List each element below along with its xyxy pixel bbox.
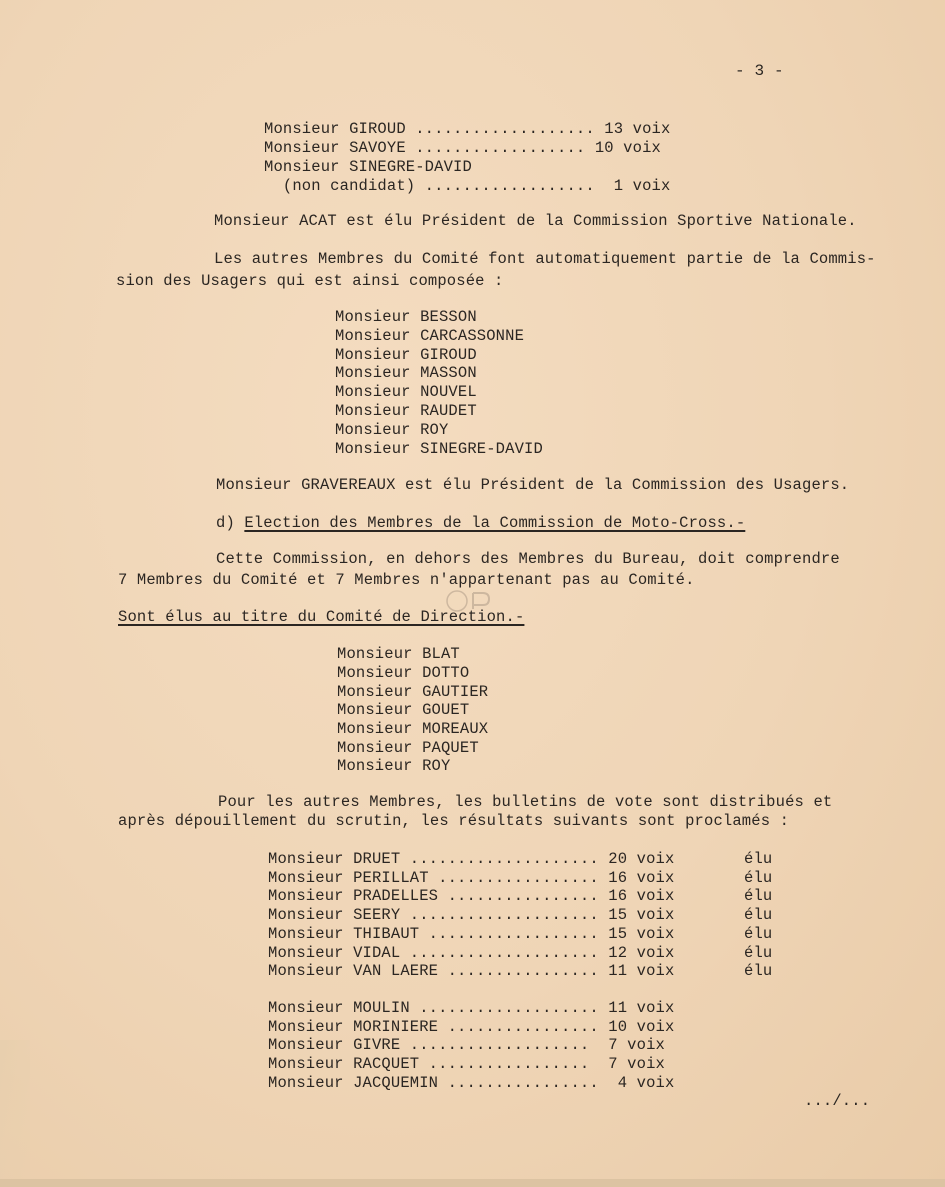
elected-status: élu [744, 962, 773, 980]
candidate-name: Monsieur VIDAL [268, 944, 401, 962]
table-row [268, 962, 674, 981]
table-row [268, 887, 674, 906]
paragraph-autres-line1: Les autres Membres du Comité font automatiquement partie de la Commis- [214, 250, 876, 268]
vote-count: 11 voix [608, 962, 675, 980]
list-item: Monsieur NOUVEL [335, 383, 477, 401]
elected-status: élu [744, 906, 773, 924]
leader-dots: ................. [419, 1055, 590, 1073]
vote-row [264, 158, 472, 177]
candidate-name: Monsieur SEERY [268, 906, 401, 924]
list-item: Monsieur GAUTIER [337, 683, 489, 701]
list-item: Monsieur GIROUD [335, 346, 477, 364]
list-item: Monsieur CARCASSONNE [335, 327, 525, 345]
vote-row [264, 177, 670, 196]
faint-stamp-logo [443, 585, 503, 617]
candidate-name: Monsieur DRUET [268, 850, 401, 868]
table-row [268, 869, 674, 888]
candidate-name: Monsieur PRADELLES [268, 887, 439, 905]
leader-dots: .................. [405, 139, 586, 157]
vote-count: 12 voix [608, 944, 675, 962]
section-title: Election des Membres de la Commission de Moto-Cross.- [244, 514, 746, 532]
leader-dots: ................ [438, 1018, 599, 1036]
vote-count: 10 voix [594, 139, 661, 157]
vote-count: 20 voix [608, 850, 675, 868]
vote-count: 15 voix [608, 906, 675, 924]
candidate-name: Monsieur GIVRE [268, 1036, 401, 1054]
list-item: Monsieur BLAT [337, 645, 460, 663]
elected-status: élu [744, 925, 773, 943]
vote-count: 11 voix [608, 999, 675, 1017]
candidate-name: Monsieur SINEGRE-DAVID [264, 158, 472, 176]
candidate-name: Monsieur PERILLAT [268, 869, 429, 887]
candidate-name: Monsieur SAVOYE [264, 139, 406, 157]
candidate-name: Monsieur VAN LAERE [268, 962, 439, 980]
leader-dots: .................... [400, 944, 599, 962]
list-item: Monsieur DOTTO [337, 664, 470, 682]
paragraph-gravereaux: Monsieur GRAVEREAUX est élu Président de la Commission des Usagers. [216, 476, 850, 494]
elected-status: élu [744, 850, 773, 868]
leader-dots: ................ [438, 1074, 599, 1092]
paragraph-bulletins-line1: Pour les autres Membres, les bulletins de vote sont distribués et [218, 793, 833, 811]
vote-count: 10 voix [608, 1018, 675, 1036]
list-item: Monsieur SINEGRE-DAVID [335, 440, 543, 458]
leader-dots: ................... [400, 1036, 590, 1054]
paper-edge [0, 1040, 30, 1187]
list-item: Monsieur ROY [335, 421, 449, 439]
leader-dots: ................ [438, 962, 599, 980]
elected-status: élu [744, 869, 773, 887]
vote-row [264, 139, 661, 158]
section-label: d) [216, 514, 235, 532]
list-item: Monsieur BESSON [335, 308, 477, 326]
page-number: - 3 - [735, 62, 784, 80]
list-item: Monsieur GOUET [337, 701, 470, 719]
paragraph-commission-line2: 7 Membres du Comité et 7 Membres n'appartenant pas au Comité. [118, 571, 695, 589]
candidate-name: Monsieur MORINIERE [268, 1018, 439, 1036]
list-item: Monsieur PAQUET [337, 739, 479, 757]
continuation-marker: .../... [804, 1092, 871, 1110]
candidate-name: Monsieur MOULIN [268, 999, 410, 1017]
leader-dots: .................. [419, 925, 599, 943]
vote-count: 7 voix [598, 1055, 665, 1073]
leader-dots: ................... [409, 999, 599, 1017]
table-row [268, 1055, 665, 1074]
list-item: Monsieur RAUDET [335, 402, 477, 420]
paper-edge-bottom [0, 1179, 945, 1187]
table-row [268, 906, 674, 925]
leader-dots: ................. [428, 869, 599, 887]
vote-count: 16 voix [608, 887, 675, 905]
leader-dots: .................. [415, 177, 595, 195]
paragraph-bulletins-line2: après dépouillement du scrutin, les résultats suivants sont proclamés : [118, 812, 790, 830]
list-item: Monsieur ROY [337, 757, 451, 775]
elected-status: élu [744, 944, 773, 962]
heading-elus-comite: Sont élus au titre du Comité de Direction.- [118, 608, 525, 626]
paragraph-autres-line2: sion des Usagers qui est ainsi composée : [116, 272, 504, 290]
candidate-name: Monsieur THIBAUT [268, 925, 420, 943]
leader-dots: .................... [400, 850, 599, 868]
list-item: Monsieur MASSON [335, 364, 477, 382]
vote-count: 16 voix [608, 869, 675, 887]
leader-dots: .................... [400, 906, 599, 924]
table-row [268, 850, 674, 869]
paragraph-acat: Monsieur ACAT est élu Président de la Commission Sportive Nationale. [214, 212, 857, 230]
section-d-heading [216, 514, 745, 533]
table-row [268, 999, 674, 1018]
vote-count: 1 voix [604, 177, 671, 195]
candidate-name: (non candidat) [264, 177, 416, 195]
vote-row [264, 120, 670, 139]
table-row [268, 1036, 665, 1055]
candidate-name: Monsieur GIROUD [264, 120, 406, 138]
vote-count: 13 voix [604, 120, 671, 138]
vote-count: 15 voix [608, 925, 675, 943]
table-row [268, 1074, 674, 1093]
vote-count: 7 voix [598, 1036, 665, 1054]
table-row [268, 925, 674, 944]
paragraph-commission-line1: Cette Commission, en dehors des Membres du Bureau, doit comprendre [216, 550, 840, 568]
elected-status: élu [744, 887, 773, 905]
candidate-name: Monsieur RACQUET [268, 1055, 420, 1073]
leader-dots: ................ [438, 887, 599, 905]
list-item: Monsieur MOREAUX [337, 720, 489, 738]
table-row [268, 1018, 674, 1037]
vote-count: 4 voix [608, 1074, 675, 1092]
table-row [268, 944, 674, 963]
leader-dots: ................... [405, 120, 595, 138]
candidate-name: Monsieur JACQUEMIN [268, 1074, 439, 1092]
